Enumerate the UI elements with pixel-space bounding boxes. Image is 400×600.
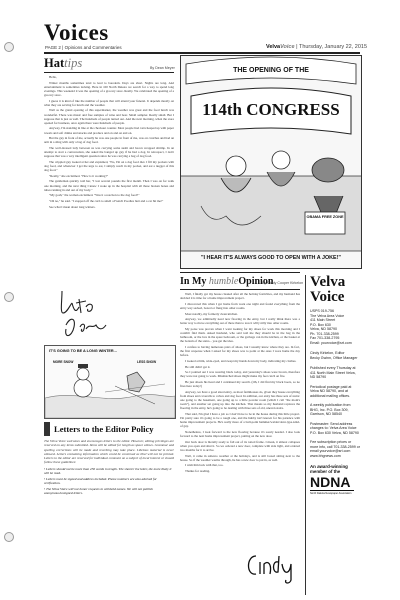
humble-paragraph: So I pointed out I was wearing black today, and yesterday's shoes were brown, therefore they were not going to work. Mismatched shoes might make my feet catch on fire.: [180, 370, 300, 379]
humble-title-b: humble: [208, 276, 239, 287]
hattips-paragraph: I guess it is kind of like the number of people that will attend your funeral. It depends mostly on what they are serving for lunch and the weather.: [44, 98, 174, 107]
bullet-icon: •: [44, 466, 47, 471]
humble-title-c: Opinion: [238, 276, 274, 287]
humble-paragraph: That said, I'm glad I have a job so I don't have to be in the house during this little project. I'm pretty sure it's going to be a rough one, and the hubby isn't known for his patience with home improvement projects. He's really more of a bull-point hammer/welder/dont-type-kind-of guy.: [180, 411, 300, 429]
humble-paragraph: I wish him luck with that, too.: [185, 463, 224, 468]
infobox-published: Published every Thursday at 411 North Main Street Velva, ND 58790: [310, 366, 356, 379]
infobox-address-line: 411 Main Street: [310, 318, 336, 322]
humble-paragraph: I discovered this when I got home from work one night and found everything from the entry way sacked, boxed or flung into other rooms.: [180, 301, 300, 310]
paper-name-suffix: Voice: [280, 44, 295, 50]
hattips-byline: By Dean Meyer: [150, 66, 175, 70]
humble-top-rule: [180, 272, 300, 273]
humble-paragraph: Our back door is literally ready to fall out of its rotted frame. I mean, it almost collapses when you open and shut it. So we ordered a new door, complete with side light, and ordered two months for it to arrive.: [180, 439, 300, 452]
cartoon-sign: OBAMA FREE ZONE: [306, 215, 344, 219]
hattips-title-a: Hat: [44, 56, 65, 70]
humble-paragraph: He just shook his head and I continued my search. (Oh, I did find my black boots, so no fires here today!): [180, 380, 300, 389]
humble-paragraph: Anyway, we admittedly need new flooring in the entry, but I really think there was a better way to move everything out of there than to toss it willy nilly into other rooms.: [180, 317, 300, 326]
winter-cartoon: [44, 345, 176, 419]
humble-paragraph: He still didn't get it.: [185, 364, 211, 369]
infobox-award: An award-winning member of the: [310, 464, 348, 474]
letters-guideline: [44, 477, 174, 486]
humble-paragraph: My poise was proven when I went looking for my shoes for work this morning and I couldn't find them. Asked husband, who said told me they should be in the bag in the bathroom, or the box in the spare bedroom, or the garbage can in the kitchen, or the basket at the bottom of the stairs... you get the idea.: [180, 327, 300, 344]
binder-hole: [4, 532, 14, 542]
humble-paragraph: I looked at him, wide-eyed, and swept my hands down my body, indicating my clothes.: [185, 358, 297, 363]
section-subline: PAGE 2 | Opinions and Commentaries: [45, 45, 122, 50]
infobox-postmaster: Postmaster: Send address changes to: Velva Area Voice P.O. Box 630 Velva, ND 58790: [310, 421, 359, 435]
cartoon-caption: "I HEAR IT'S ALWAYS GOOD TO OPEN WITH A JOKE!": [201, 255, 341, 261]
signature-scribble-icon: [242, 546, 302, 586]
letters-policy-box: [44, 422, 174, 582]
infobox-staff-line: Cindy Kirkelon, Editor: [310, 351, 345, 355]
infobox-address: [310, 309, 360, 345]
bullet-icon: •: [44, 476, 47, 481]
infobox-fees: Fee subscription prices or more info, call 701-338-2599 or email yourvoice@srt.com www.bhgnews.com: [310, 440, 360, 458]
infobox-address-line: P.O. Box 630: [310, 322, 331, 327]
hattips-paragraph: Winter months sometimes tend to lead to boredom. Days are short. Nights are long. And entertainment is sometimes lacking. Here in 100 North Dakota we search for a way to spend long evenings. This weekend it was the opening of a grocery store. Really. We celebrated the opening of a grocery store.: [44, 80, 174, 97]
infobox-staff: [310, 351, 360, 360]
bullet-icon: •: [44, 486, 47, 491]
letters-guideline-text: Letters must be signed and address included. Phone numbers are also advised for verification.: [44, 476, 157, 486]
hattips-paragraph: The gentleman quickly told her, "I lost several pounds the first month. Then I was on for walk one morning, and the next thing I knew I woke up in the hospital with all these broken bones and tubes running in and out of my body.": [44, 179, 174, 192]
hattips-paragraph: But the guy in front of me, actually he was one people in front of me, was on crutches and had an arm in a sling with only a bag of dog food.: [44, 136, 174, 145]
hattips-title-b: tips: [64, 56, 83, 70]
editorial-cartoon: [180, 55, 362, 269]
hattips-paragraph: The well-dressed lady between us was carrying some sushi and bacon wrapped shrimp. In an attempt to start a conversation, she asked the banged up guy if he had a dog. In retrospect, I don't suppose that was a very intelligent question since he was carrying a bag of dog food.: [44, 145, 174, 159]
infobox-subscription: A weekly publication from BHG, Inc. P.O. Box 309, Garrison, ND 58540: [310, 403, 351, 416]
label-less-snow: LESS SNOW: [137, 360, 157, 364]
infobox-address-line: USPS 019-756: [310, 309, 334, 313]
hattips-paragraph: The crippled guy looked at her and explained, "No, I'm on a dog food diet. I fill my pockets with dog food, and whenever I get the urge to eat, I simply reach in my pocket, and eat a nugget of this dog food.": [44, 159, 174, 173]
humble-byline: By Cindy Cooper Kirkelon: [262, 281, 304, 285]
hattips-paragraph: See what I mean about long winters.: [49, 204, 96, 209]
humble-paragraph: Well, I finally got my house cleaned after all the holiday festivities, and my husband has decided it is time for a home improvement project.: [180, 292, 300, 301]
infobox-address-line: Email: yourvoice@srt.com: [310, 340, 352, 345]
infobox-title-b: Voice: [310, 289, 345, 305]
label-more-snow: MORE SNOW: [53, 360, 74, 364]
hattips-paragraph: Hello,: [49, 75, 57, 79]
cartoon-big-text: 114th CONGRESS: [202, 100, 340, 119]
letters-title: Letters to the Editor Policy: [54, 424, 154, 434]
infobox-title-a: Velva: [310, 274, 346, 290]
humble-paragraph: Well, it came in subzero weather at the holidays, and is still boxed sitting next to the house. So if the weather warms through, he has a new door to put in, as well.: [180, 453, 300, 462]
hattips-paragraph: "Really," she exclaimed. "How is it working?": [49, 173, 109, 178]
humble-column: [180, 292, 300, 550]
binder-hole: [4, 42, 14, 52]
signature-scribble-icon: [56, 285, 114, 345]
infobox-address-line: Velva, ND 58790: [310, 327, 337, 331]
snowman-drawing-icon: [45, 346, 175, 418]
infobox-staff-line: Becky Gwinn, Office Manager: [310, 355, 358, 360]
letters-header: [44, 422, 174, 436]
letters-guideline-text: The Velva Voice will not honor requests to withhold names. We will not publish anonymous/unsigned letters.: [44, 486, 153, 496]
paper-name-prefix: Velva: [266, 44, 281, 50]
binder-hole: [4, 292, 14, 302]
infobox-address-line: Fax 701-338-2795: [310, 336, 340, 340]
ndna-name: North Dakota Newspaper Association: [310, 492, 352, 495]
hattips-paragraph: Anyway, I'm standing in line at the checkout counter. Most people had carts heaped up with paper towels and soft drinks and snacks and produce and on and on and on.: [44, 126, 174, 135]
hattips-signature: [56, 285, 114, 345]
humble-paragraph: Nonetheless, I look forward to the new flooring because it's sorely needed. I also look forward to the next home improvement project, putting on the new door.: [180, 429, 300, 438]
humble-paragraph: Anyway, we have a good sized entry, as most farmhouses do, given they house everything from shoes and coveralls to calves and dog food. In addition, our entry has three sets of stairs: one going to the basement, one going up to a little powder room (which I call "the mom's room"), and another set going up into the kitchen. That means so my husband replaces the flooring in the entry, he's going to be dealing with three sets of old, uneven stairs.: [180, 389, 300, 411]
cartoon-banner: THE OPENING OF THE: [233, 67, 309, 74]
winter-cartoon-title: IT'S GOING TO BE A LONG WINTER...: [49, 349, 117, 353]
letters-guideline: [44, 487, 174, 496]
hattips-paragraph: Well as the grand opening of this supermarket, the weather was great and the food lunch was wonderful. There was music and free samples of wine and beer. Small sampler. Really small. But I suppose that is just as well. The hundreds of people turned out. And the next morning, when the store opened for business, once again there were hundreds of people.: [44, 108, 174, 125]
letters-guideline: [44, 467, 174, 476]
masthead-rule: [44, 52, 360, 54]
infobox-address-line: The Velva Area Voice: [310, 313, 345, 318]
hattips-paragraph: "Oh no," he said. "I stopped off the curb to smell a French Poodles butt and a car hit me!": [49, 198, 164, 203]
infobox: [305, 275, 360, 595]
infobox-address-line: Ph. 701-338-2599: [310, 331, 339, 336]
letters-guidelines: [44, 467, 174, 496]
humble-rule: [180, 289, 300, 290]
letters-header-bar: [44, 422, 50, 436]
letters-guideline-text: Letters should not be more than 250 words in length. The shorter the letter, the more likely it will be read.: [44, 466, 172, 476]
humble-paragraph: I confess to having numerous pairs of shoes, but I usually know where they are. In fact, the first response when I asked for my shoes was to point at the ones I wore home the day before.: [180, 345, 300, 358]
hattips-title: [44, 56, 82, 71]
section-title: Voices: [44, 20, 109, 45]
humble-paragraph: Most notably, my formerly clean kitchen.: [185, 311, 238, 316]
humble-title-a: In My: [180, 276, 207, 287]
infobox-postage: Periodical postage paid at Velva ND 58790, and at additional mailing offices.: [310, 384, 352, 398]
humble-title: [180, 276, 273, 287]
hattips-column: [44, 75, 174, 272]
hattips-rule: [44, 72, 174, 73]
letters-text: The Velva Voice welcomes and encourages letters to the editor. However, editing privileges are reserved on any items submitted. Items will be edited for length as space allows. Grammar and spelling corrections will be made and rewriting may take place. Libelous material is never allowed. Letters containing information which could be construed as libel will not be printed. Letters to the editor are reserved for individual comment on a subject of local interest or should follow these guidelines:: [44, 439, 174, 465]
humble-paragraph: Thanks for reading.: [185, 468, 211, 473]
ndna-logo: NDNA: [310, 475, 354, 491]
congress-cartoon-icon: [181, 56, 361, 268]
hattips-paragraph: "My gosh," the woman exclaimed. "Was it a reaction to the dog food?": [49, 193, 140, 198]
paper-name: VelvaVoice | Thursday, January 22, 2015: [266, 44, 368, 50]
issue-date: Thursday, January 22, 2015: [298, 44, 368, 50]
humble-signature: [242, 546, 302, 586]
